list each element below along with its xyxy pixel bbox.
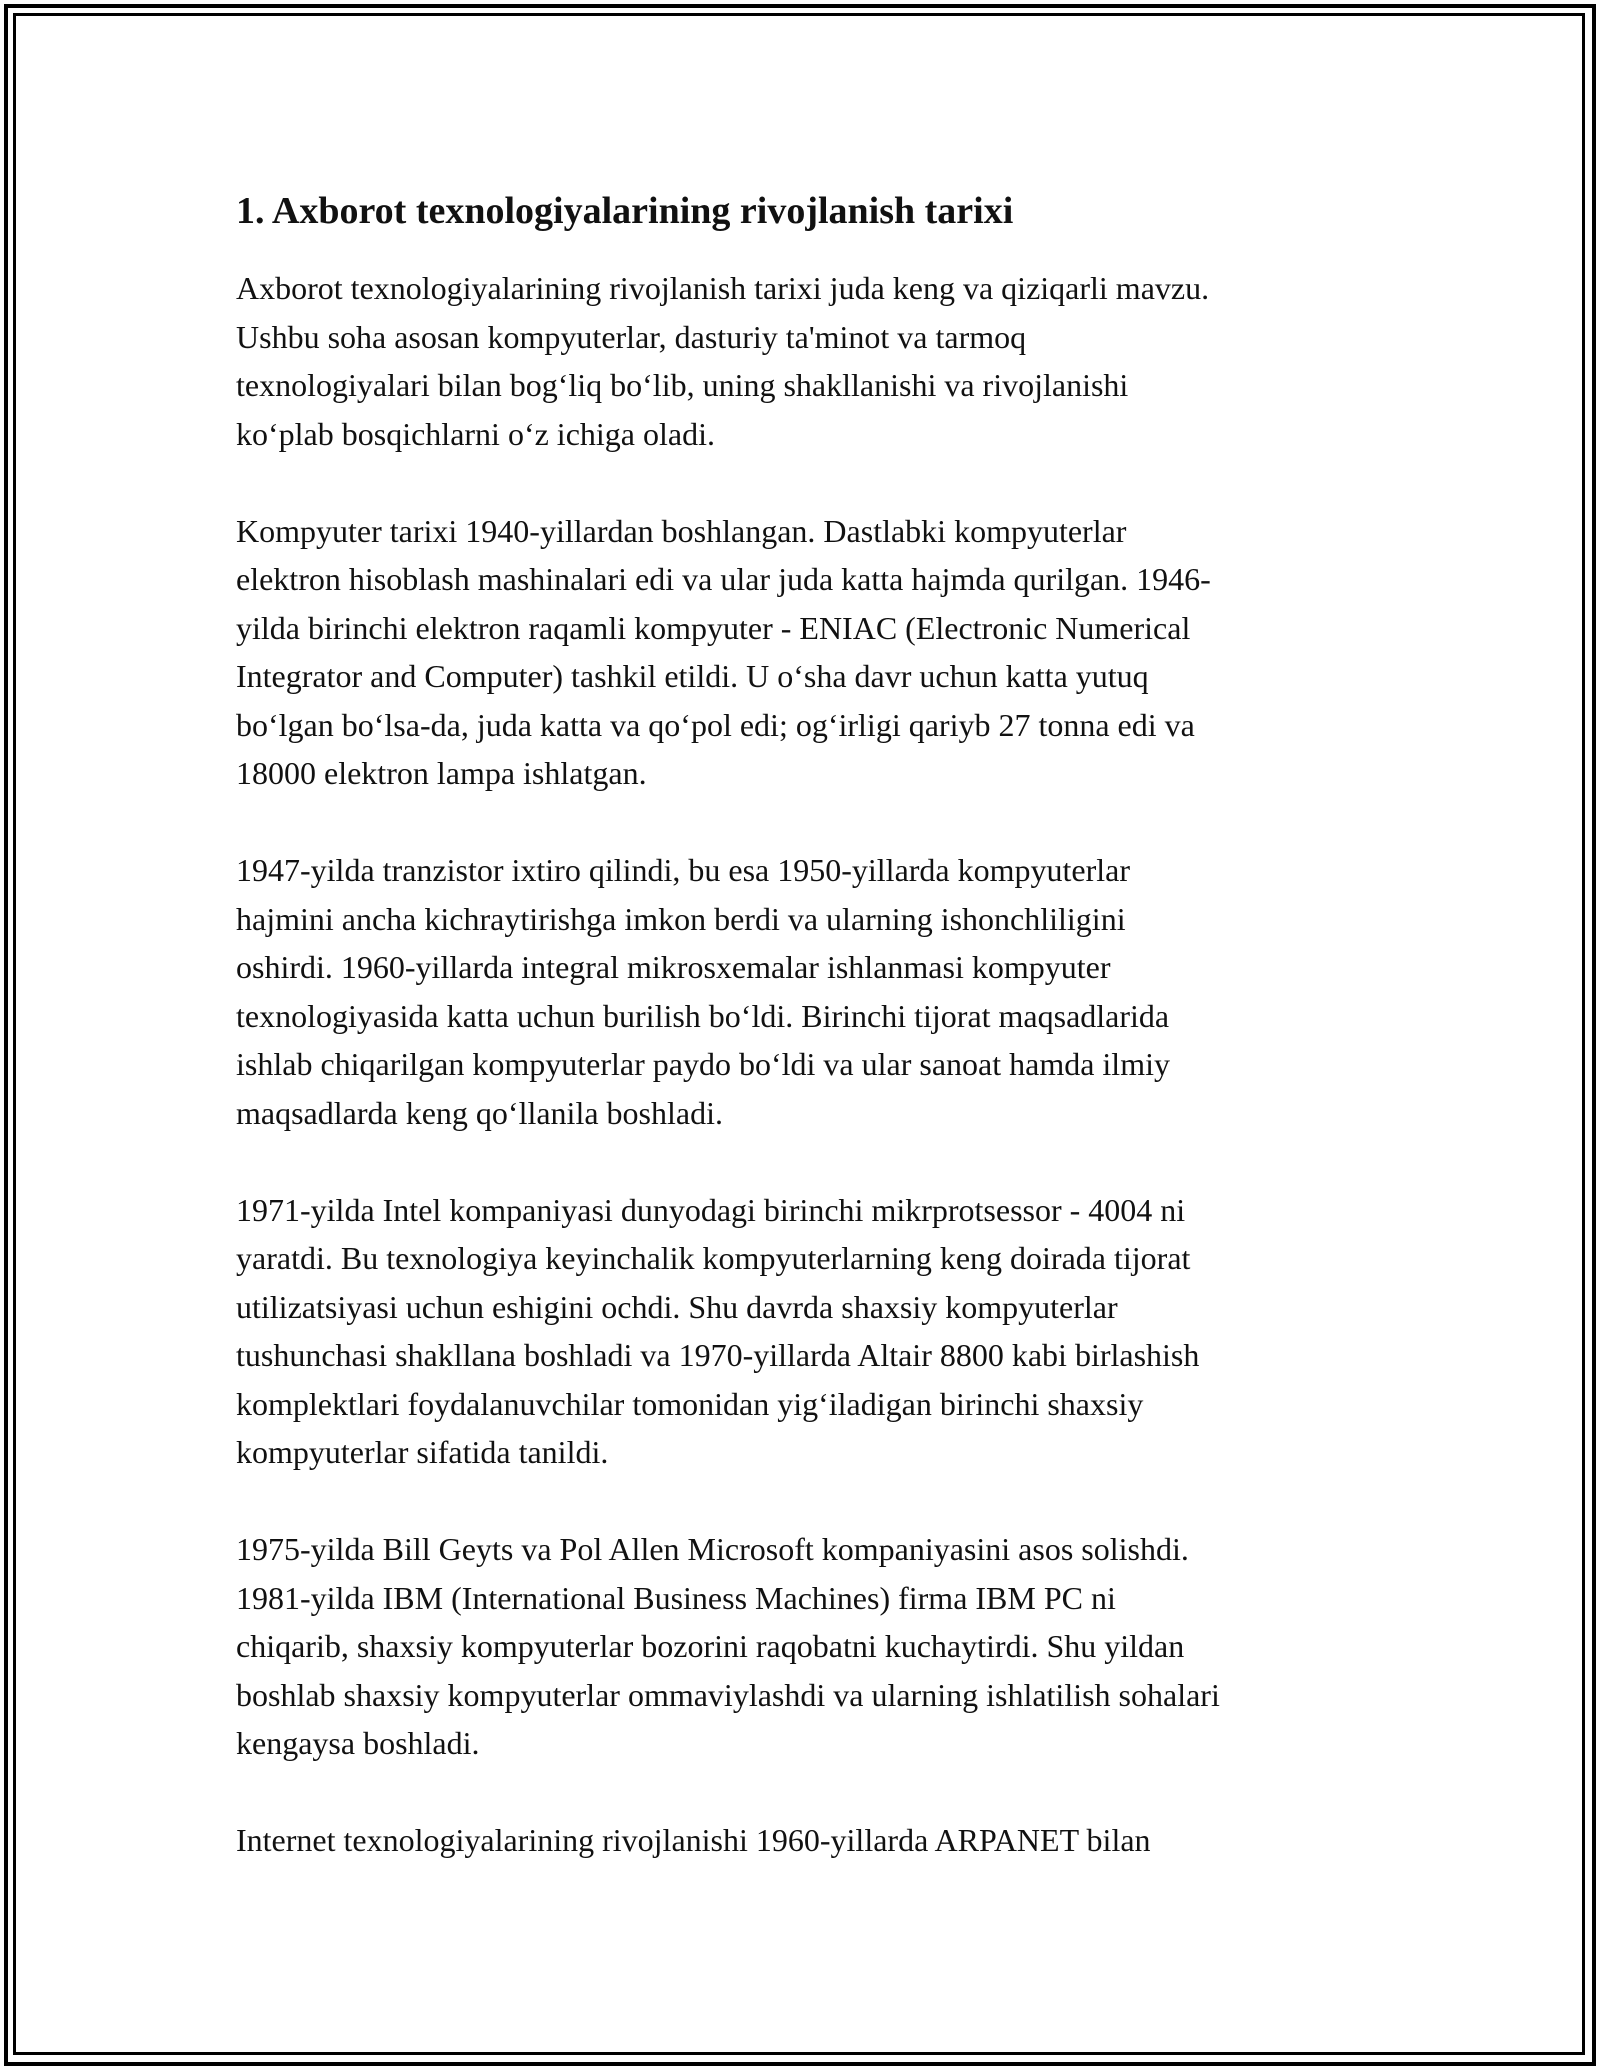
- text-line: yilda birinchi elektron raqamli kompyuter - ENIAC (Electronic Numerical: [236, 609, 1191, 646]
- text-line: hajmini ancha kichraytirishga imkon berdi va ularning ishonchliligini: [236, 900, 1126, 937]
- text-line: elektron hisoblash mashinalari edi va ular juda katta hajmda qurilgan. 1946-: [236, 561, 1211, 597]
- paragraph-intro: [236, 264, 1396, 458]
- text-line: Integrator and Computer) tashkil etildi. U o‘sha davr uchun katta yutuq: [236, 658, 1149, 694]
- text-line: tushunchasi shakllana boshladi va 1970-yillarda Altair 8800 kabi birlashish: [236, 1337, 1200, 1373]
- text-line: yaratdi. Bu texnologiya keyinchalik kompyuterlarning keng doirada tijorat: [236, 1240, 1191, 1276]
- text-line: kompyuterlar sifatida tanildi.: [236, 1434, 609, 1470]
- text-line: 18000 elektron lampa ishlatgan.: [236, 755, 647, 791]
- paragraph-microsoft-ibm: [236, 1525, 1396, 1768]
- text-line: utilizatsiyasi uchun eshigini ochdi. Shu davrda shaxsiy kompyuterlar: [236, 1288, 1118, 1325]
- text-line: ko‘plab bosqichlarni o‘z ichiga oladi.: [236, 415, 715, 452]
- text-line: ishlab chiqarilgan kompyuterlar paydo bo‘ldi va ular sanoat hamda ilmiy: [236, 1046, 1170, 1082]
- document-body: [236, 186, 1396, 1913]
- text-line: 1981-yilda IBM (International Business Machines) firma IBM PC ni: [236, 1579, 1116, 1616]
- text-line: oshirdi. 1960-yillarda integral mikrosxemalar ishlanmasi kompyuter: [236, 949, 1111, 985]
- text-line: 1975-yilda Bill Geyts va Pol Allen Microsoft kompaniyasini asos solishdi.: [236, 1531, 1189, 1567]
- text-line: Internet texnologiyalarining rivojlanishi 1960-yillarda ARPANET bilan: [236, 1822, 1151, 1858]
- paragraph-microprocessor: [236, 1186, 1396, 1477]
- text-line: Axborot texnologiyalarining rivojlanish tarixi juda keng va qiziqarli mavzu.: [236, 270, 1210, 306]
- text-line: texnologiyalari bilan bog‘liq bo‘lib, uning shakllanishi va rivojlanishi: [236, 367, 1129, 403]
- text-line: maqsadlarda keng qo‘llanila boshladi.: [236, 1094, 723, 1131]
- paragraph-1940s: [236, 507, 1396, 798]
- paragraph-internet: [236, 1816, 1396, 1865]
- text-line: chiqarib, shaxsiy kompyuterlar bozorini raqobatni kuchaytirdi. Shu yildan: [236, 1628, 1185, 1664]
- text-line: bo‘lgan bo‘lsa-da, juda katta va qo‘pol edi; og‘irligi qariyb 27 tonna edi va: [236, 706, 1195, 743]
- text-line: kengaysa boshladi.: [236, 1725, 480, 1761]
- text-line: komplektlari foydalanuvchilar tomonidan yig‘iladigan birinchi shaxsiy: [236, 1385, 1144, 1422]
- paragraph-transistor: [236, 846, 1396, 1137]
- section-heading: 1. Axborot texnologiyalarining rivojlanish tarixi: [236, 190, 1014, 232]
- text-line: texnologiyasida katta uchun burilish bo‘ldi. Birinchi tijorat maqsadlarida: [236, 997, 1170, 1034]
- text-line: Ushbu soha asosan kompyuterlar, dasturiy ta'minot va tarmoq: [236, 318, 1027, 355]
- text-line: Kompyuter tarixi 1940-yillardan boshlangan. Dastlabki kompyuterlar: [236, 512, 1127, 549]
- text-line: boshlab shaxsiy kompyuterlar ommaviylashdi va ularning ishlatilish sohalari: [236, 1676, 1220, 1713]
- text-line: 1947-yilda tranzistor ixtiro qilindi, bu esa 1950-yillarda kompyuterlar: [236, 852, 1131, 888]
- text-line: 1971-yilda Intel kompaniyasi dunyodagi birinchi mikrprotsessor - 4004 ni: [236, 1191, 1186, 1228]
